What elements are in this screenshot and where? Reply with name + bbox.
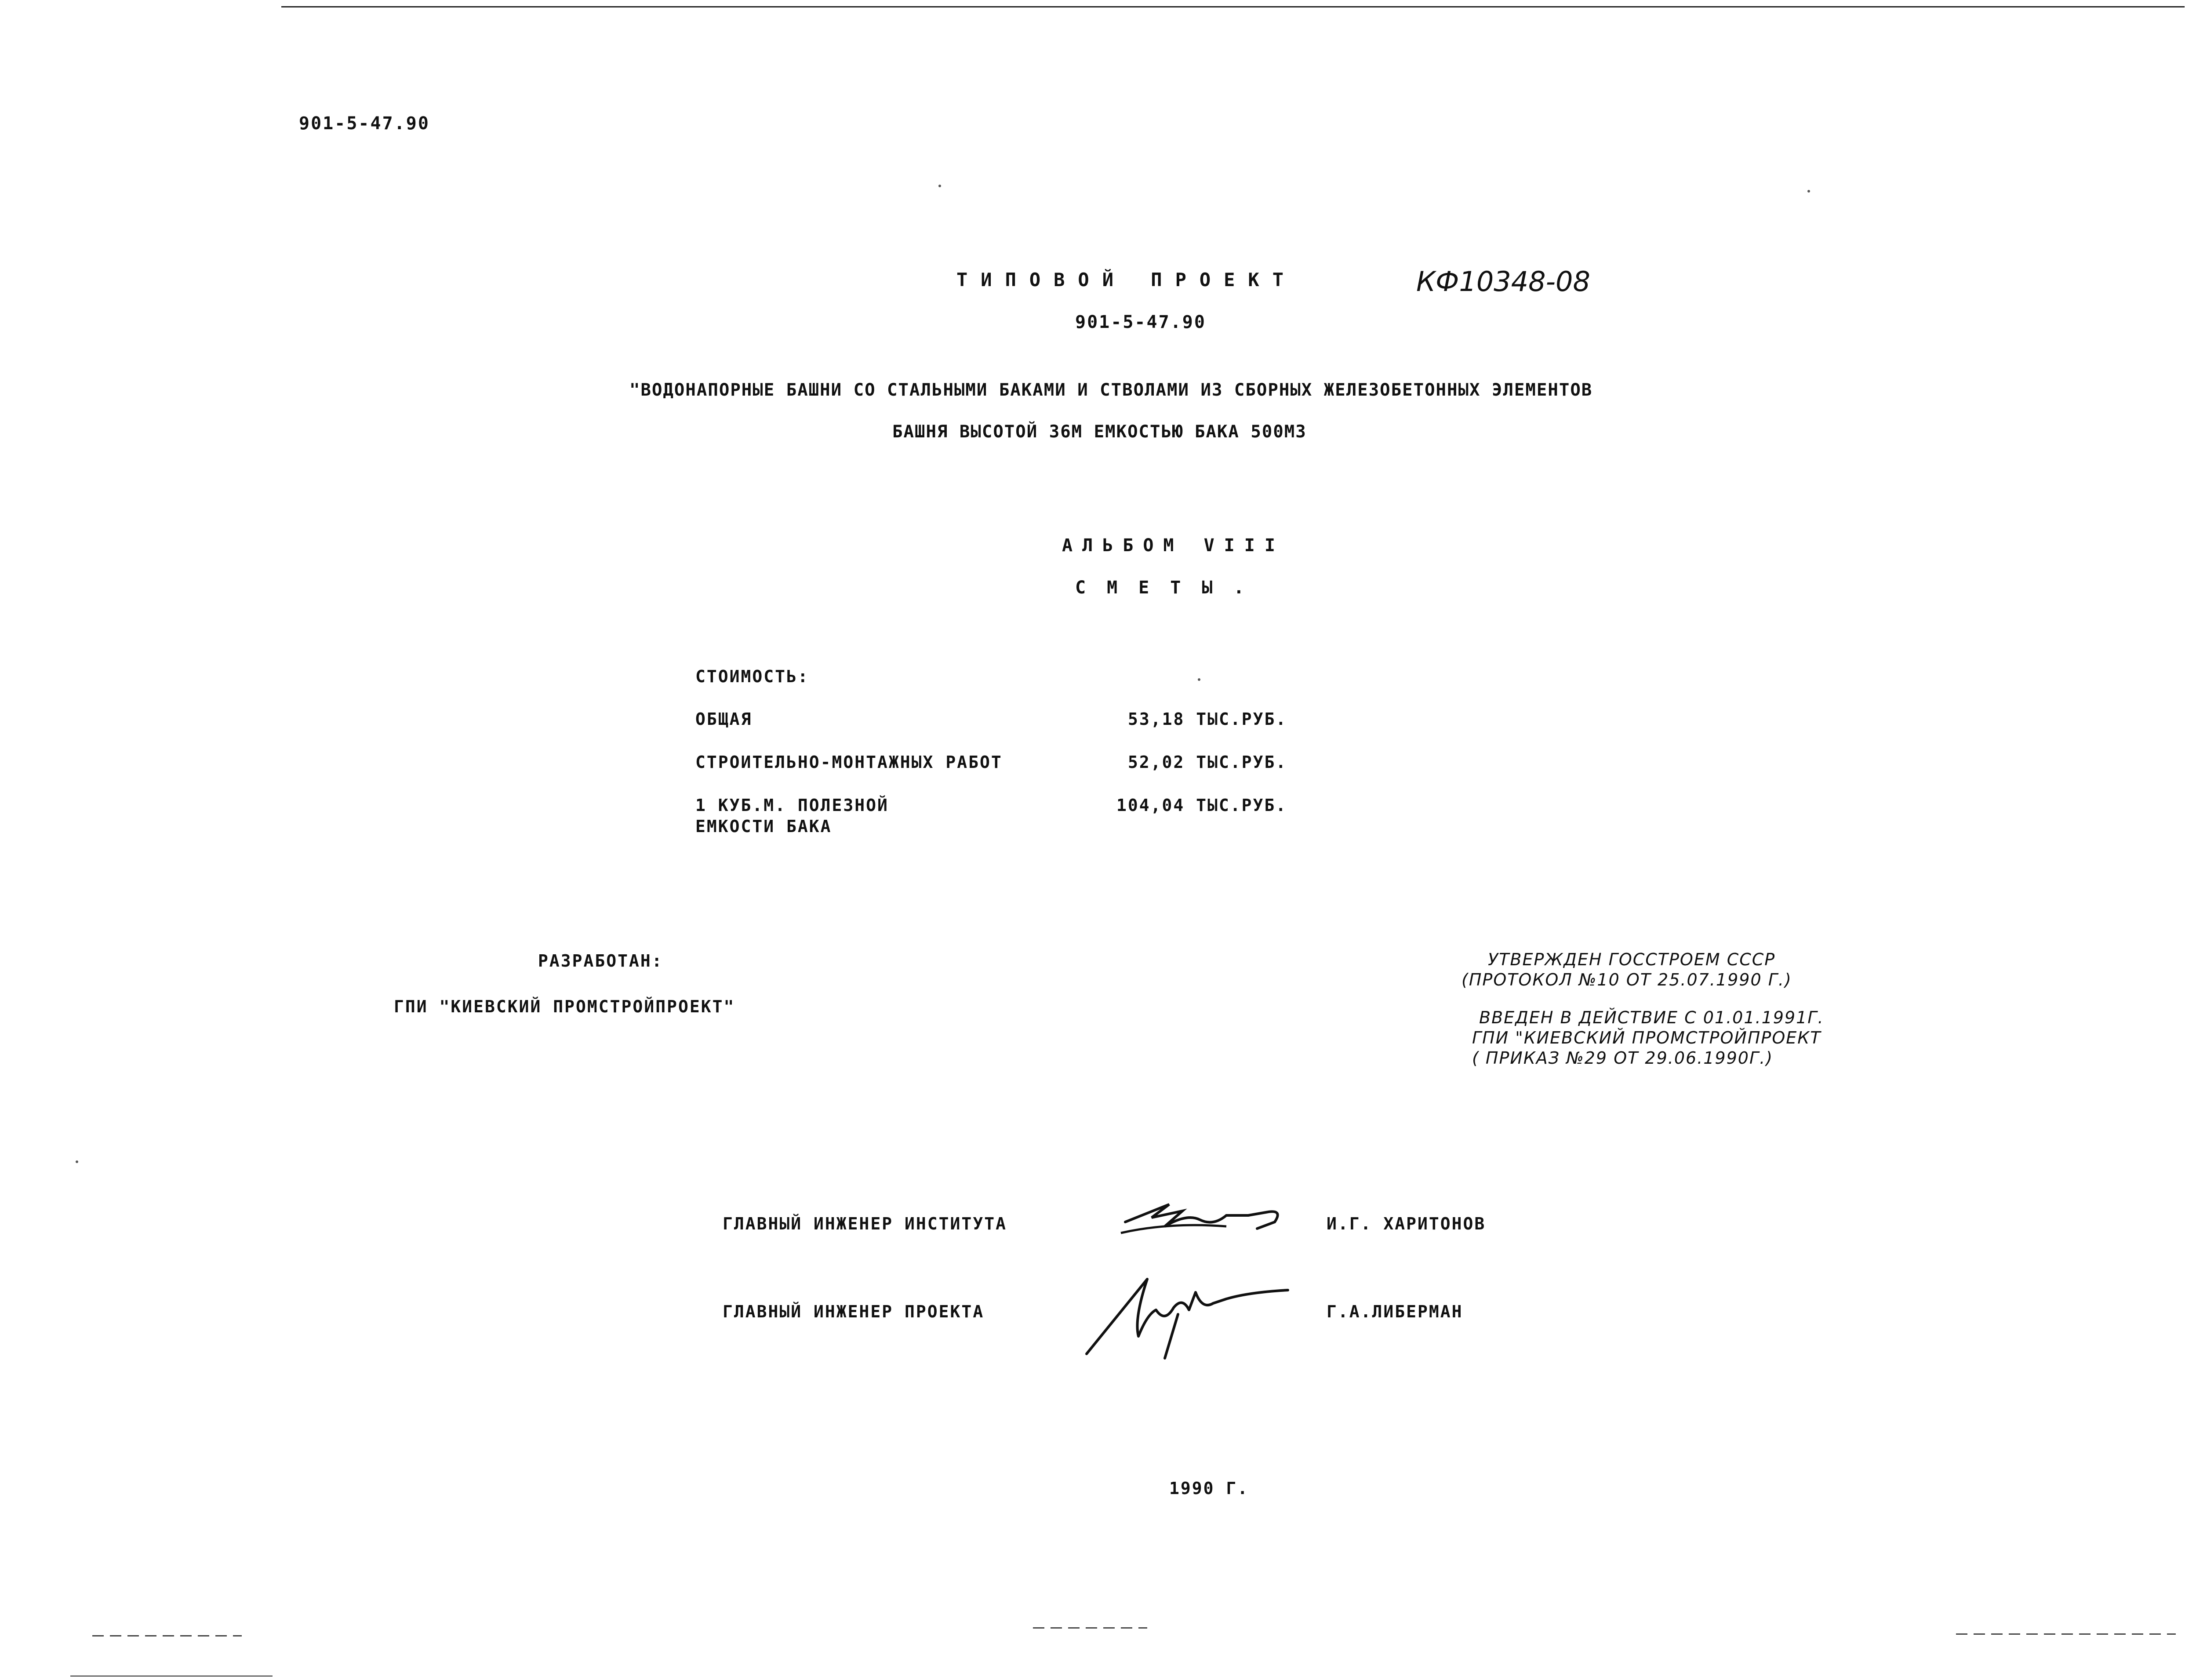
approval-line-5: ( ПРИКАЗ №29 ОТ 29.06.1990Г.) [1472, 1048, 1774, 1068]
cost-value-construction: 52,02 ТЫС.РУБ. [1128, 753, 1287, 772]
cost-label-total: ОБЩАЯ [695, 709, 753, 729]
album-subtitle: СМЕТЫ. [1075, 578, 1265, 598]
bottom-left-dash [92, 1635, 242, 1636]
document-year: 1990 Г. [1169, 1479, 1249, 1498]
cost-heading: СТОИМОСТЬ: [695, 667, 809, 686]
signature-kharitonov [1116, 1196, 1283, 1248]
scan-speck [1807, 190, 1810, 193]
signature-liberman [1081, 1266, 1292, 1363]
signature-role-institute: ГЛАВНЫЙ ИНЖЕНЕР ИНСТИТУТА [723, 1214, 1007, 1233]
description-line-2: БАШНЯ ВЫСОТОЙ 36М ЕМКОСТЬЮ БАКА 500М3 [892, 422, 1307, 442]
approval-line-1: УТВЕРЖДЕН ГОССТРОЕМ СССР [1488, 950, 1776, 969]
scan-speck [76, 1160, 78, 1163]
album-label: АЛЬБОМ VIII [1062, 535, 1285, 556]
inventory-code: КФ10348-08 [1416, 265, 1590, 298]
bottom-center-dash [1033, 1627, 1147, 1629]
bottom-right-dash [1956, 1633, 2176, 1635]
cost-value-per-cubic-meter: 104,04 ТЫС.РУБ. [1116, 796, 1287, 815]
developer-label: РАЗРАБОТАН: [538, 951, 663, 971]
cost-label-per-cubic-meter: 1 КУБ.М. ПОЛЕЗНОЙ [695, 796, 889, 815]
document-code: 901-5-47.90 [299, 113, 430, 134]
approval-line-3: ВВЕДЕН В ДЕЙСТВИЕ С 01.01.1991Г. [1479, 1008, 1824, 1027]
cost-label-construction: СТРОИТЕЛЬНО-МОНТАЖНЫХ РАБОТ [695, 753, 1003, 772]
signature-name-liberman: Г.А.ЛИБЕРМАН [1327, 1302, 1463, 1321]
cost-label-per-cubic-meter-line2: ЕМКОСТИ БАКА [695, 817, 832, 836]
scan-speck [938, 185, 941, 187]
signature-role-project: ГЛАВНЫЙ ИНЖЕНЕР ПРОЕКТА [723, 1302, 985, 1321]
top-rule [281, 6, 2185, 7]
approval-line-2: (ПРОТОКОЛ №10 ОТ 25.07.1990 Г.) [1462, 970, 1792, 989]
signature-name-kharitonov: И.Г. ХАРИТОНОВ [1327, 1214, 1486, 1233]
approval-block [1462, 949, 1824, 1068]
cost-value-total: 53,18 ТЫС.РУБ. [1128, 709, 1287, 729]
scan-speck [1198, 678, 1200, 681]
approval-line-4: ГПИ "КИЕВСКИЙ ПРОМСТРОЙПРОЕКТ [1472, 1028, 1821, 1047]
page-title: ТИПОВОЙ ПРОЕКТ [956, 269, 1297, 291]
project-number: 901-5-47.90 [1075, 312, 1206, 332]
developer-organization: ГПИ "КИЕВСКИЙ ПРОМСТРОЙПРОЕКТ" [394, 997, 735, 1016]
description-line-1: "ВОДОНАПОРНЫЕ БАШНИ СО СТАЛЬНЫМИ БАКАМИ И СТВОЛАМИ ИЗ СБОРНЫХ ЖЕЛЕЗОБЕТОННЫХ ЭЛЕМЕНТОВ [629, 380, 1593, 400]
